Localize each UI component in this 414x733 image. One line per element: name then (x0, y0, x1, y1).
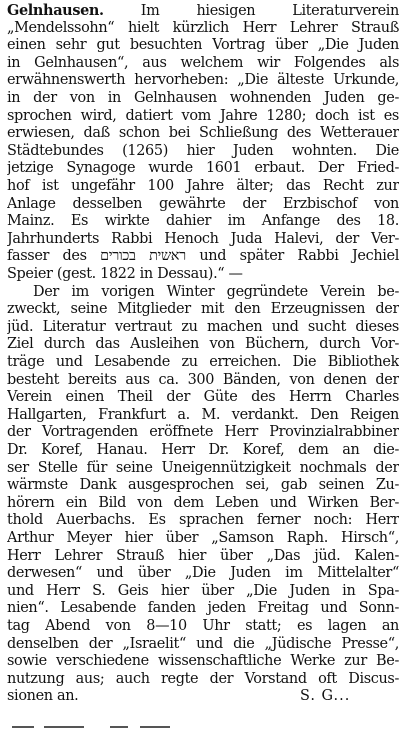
article-line: besteht bereits aus ca. 300 Bänden, von denen der (7, 371, 399, 388)
article-line: Anlage desselben gewährte der Erzbischof von (7, 195, 399, 212)
article-line: Hallgarten, Frankfurt a. M. verdankt. Den Reigen (7, 406, 399, 423)
signature: S. G... (300, 688, 351, 705)
clipping-edge-mark (44, 726, 84, 728)
clipping-edge-mark (110, 726, 128, 728)
article-heading: Gelnhausen. (7, 2, 104, 19)
article-line: Ziel durch das Ausleihen von Büchern, durch Vor- (7, 336, 399, 353)
article-line: nien“. Lesabende fanden jeden Freitag und Sonn- (7, 600, 399, 617)
article-line: erwähnenswerth hervorheben: „Die älteste Urkunde, (7, 72, 399, 89)
article-line: Jahrhunderts Rabbi Henoch Juda Halevi, der Ver- (7, 230, 399, 247)
article-line: sionen an. (7, 688, 79, 705)
article-line: fasser des ראשית בכורים und später Rabbi Jechiel (7, 248, 399, 265)
article-line: tag Abend von 8—10 Uhr statt; es lagen an (7, 618, 399, 634)
clipping-edge (0, 726, 414, 733)
article-line-text: Im hiesigen Literaturverein (140, 3, 399, 19)
article-line: nutzung aus; auch regte der Vorstand oft Discus- (7, 670, 399, 687)
article-line: Dr. Koref, Hanau. Herr Dr. Koref, dem an die- (7, 442, 399, 458)
article-line: der Vortragenden eröffnete Herr Provinzialrabbiner (7, 424, 399, 441)
clipping-edge-mark (140, 726, 170, 728)
article-line: ser Stelle für seine Uneigennützigkeit nochmals der (7, 459, 399, 476)
clipping-edge-mark (12, 726, 34, 728)
article-line (7, 2, 399, 20)
article-line: jetzige Synagoge wurde 1601 erbaut. Der Fried- (7, 160, 399, 177)
article-line: erwiesen, daß schon bei Schließung des Wetterauer (7, 125, 399, 142)
article-line: Städtebundes (1265) hier Juden wohnten. Die (7, 142, 399, 159)
article-line: Herr Lehrer Strauß hier über „Das jüd. Kalen- (7, 547, 399, 564)
article-line: hof ist ungefähr 100 Jahre älter; das Recht zur (7, 178, 399, 194)
article-line: und Herr S. Geis hier über „Die Juden in Spa- (7, 582, 399, 599)
article-line: Der im vorigen Winter gegründete Verein be- (33, 283, 399, 300)
article-line: zweckt, seine Mitglieder mit den Erzeugnissen der (7, 301, 399, 318)
article-line: in Gelnhausen“, aus welchem wir Folgendes als (7, 54, 399, 71)
article-line: Arthur Meyer hier über „Samson Raph. Hirsch“, (7, 530, 399, 546)
article-line: denselben der „Israelit“ und die „Jüdische Presse“, (7, 635, 399, 652)
article-line: Mainz. Es wirkte dahier im Anfange des 18. (7, 213, 399, 230)
article-line: „Mendelssohn“ hielt kürzlich Herr Lehrer Strauß (7, 19, 399, 36)
article-line: einen sehr gut besuchten Vortrag über „Die Juden (7, 37, 399, 54)
article-line: in der von in Gelnhausen wohnenden Juden ge- (7, 90, 399, 106)
article-line: träge und Lesabende zu erreichen. Die Bibliothek (7, 354, 399, 370)
article-line: hörern ein Bild von dem Leben und Wirken Ber- (7, 494, 399, 511)
article-line: derwesen“ und über „Die Juden im Mittelalter“ (7, 565, 399, 582)
article-line: wärmste Dank ausgesprochen sei, gab seinen Zu- (7, 477, 399, 494)
article-line: Speier (gest. 1822 in Dessau).“ — (7, 266, 243, 282)
article-line: thold Auerbachs. Es sprachen ferner noch: Herr (7, 512, 399, 529)
article-line: Verein einen Theil der Güte des Herrn Charles (7, 389, 399, 406)
article-line: jüd. Literatur vertraut zu machen und sucht dieses (7, 318, 399, 335)
article-line: sprochen wird, datiert vom Jahre 1280; doch ist es (7, 107, 399, 124)
article-line: sowie verschiedene wissenschaftliche Werke zur Be- (7, 653, 399, 670)
